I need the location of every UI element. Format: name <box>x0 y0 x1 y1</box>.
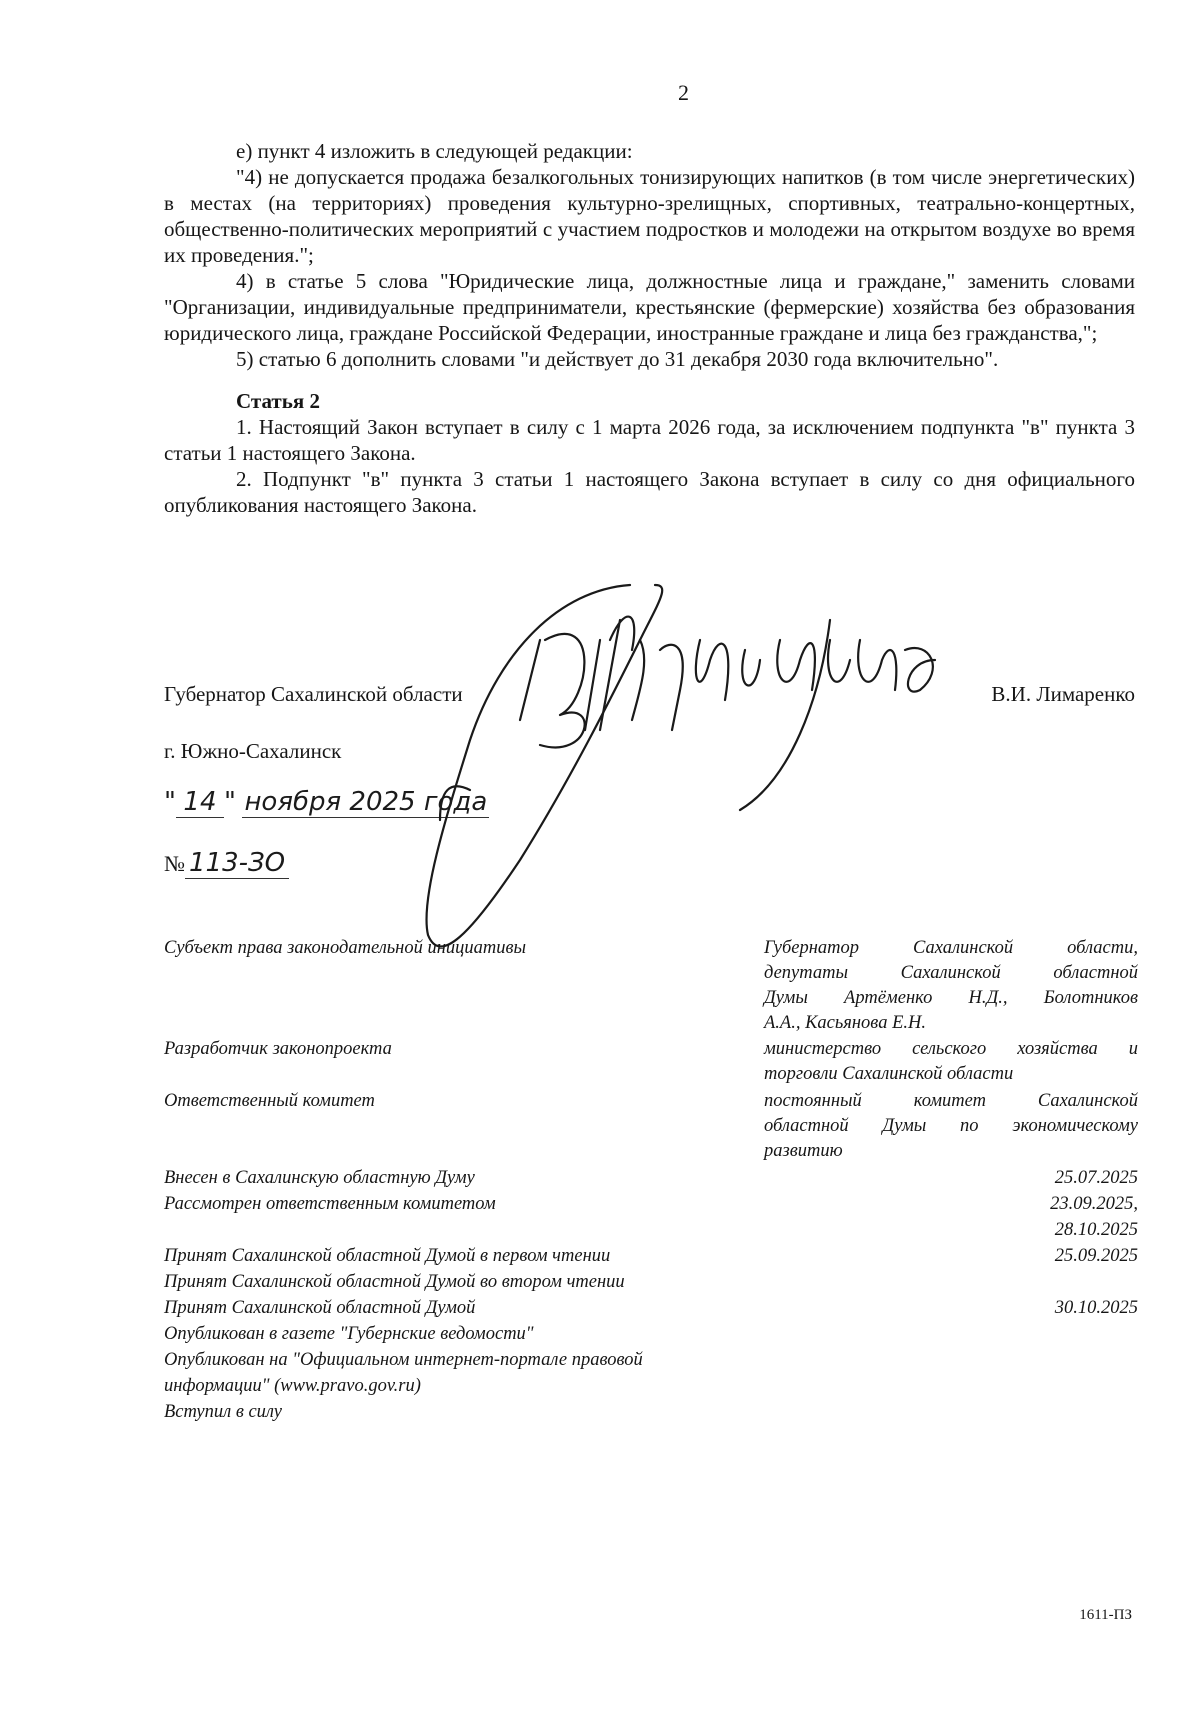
event-date: 28.10.2025 <box>1054 1220 1138 1240</box>
initiative-value-line-1: Губернатор Сахалинской области, <box>764 938 1138 958</box>
paragraph-article-2-1: 1. Настоящий Закон вступает в силу с 1 марта 2026 года, за исключением подпункта "в" пункта 3 статьи 1 настоящего Закона. <box>164 415 1135 465</box>
paragraph-item-e: е) пункт 4 изложить в следующей редакции: <box>236 139 633 163</box>
signatory-name: В.И. Лимаренко <box>991 682 1135 706</box>
event-label: Вступил в силу <box>164 1402 282 1422</box>
event-label: информации" (www.pravo.gov.ru) <box>164 1376 421 1396</box>
paragraph-article-5: 4) в статье 5 слова "Юридические лица, должностные лица и граждане," заменить словами "Организации, индивидуальные предприниматели, крестьянские (фермерские) хозяйства без образования юридического лица, граждане Российской Федерации, иностранные граждане и лица без гражданства,"; <box>164 269 1135 345</box>
event-date: 30.10.2025 <box>1054 1298 1138 1318</box>
paragraph-article-6: 5) статью 6 дополнить словами "и действует до 31 декабря 2030 года включительно". <box>236 347 999 371</box>
initiative-label: Субъект права законодательной инициативы <box>164 938 527 958</box>
committee-label: Ответственный комитет <box>164 1091 375 1111</box>
initiative-value-line-2: депутаты Сахалинской областной <box>764 963 1138 983</box>
paragraph-article-2-2: 2. Подпункт "в" пункта 3 статьи 1 настоящего Закона вступает в силу со дня официального опубликования настоящего Закона. <box>164 467 1135 517</box>
date-day: 14 <box>176 787 224 818</box>
event-label: Рассмотрен ответственным комитетом <box>164 1194 496 1214</box>
signatory-position: Губернатор Сахалинской области <box>164 682 463 706</box>
event-label: Опубликован на "Официальном интернет-портале правовой <box>164 1350 643 1370</box>
developer-value-line-1: министерство сельского хозяйства и <box>764 1039 1138 1059</box>
committee-value-line-3: развитию <box>764 1141 843 1161</box>
paragraph-point-4-text: "4) не допускается продажа безалкогольных тонизирующих напитков (в том числе энергетических) в местах (на территориях) проведения культурно-зрелищных, спортивных, театрально-концертных, общественно-политических мероприятий с участием подростков и молодежи на открытом воздухе во время их проведения."; <box>164 165 1135 267</box>
footer-code: 1611-ПЗ <box>1079 1607 1132 1623</box>
event-date: 23.09.2025, <box>1050 1194 1138 1214</box>
committee-value-line-1: постоянный комитет Сахалинской <box>764 1091 1138 1111</box>
committee-value-line-2: областной Думы по экономическому <box>764 1116 1138 1136</box>
event-label: Принят Сахалинской областной Думой во втором чтении <box>164 1272 625 1292</box>
date-quote-close: " <box>223 787 236 817</box>
article-2-heading: Статья 2 <box>236 389 320 413</box>
event-label: Внесен в Сахалинскую областную Думу <box>164 1168 475 1188</box>
initiative-value-line-3: Думы Артёменко Н.Д., Болотников <box>764 988 1138 1008</box>
city: г. Южно-Сахалинск <box>164 739 342 763</box>
date-quote-open: " <box>164 787 176 817</box>
developer-value-line-2: торговли Сахалинской области <box>764 1064 1014 1084</box>
event-label: Принят Сахалинской областной Думой в первом чтении <box>164 1246 611 1266</box>
number-sign: № <box>164 851 185 876</box>
event-date: 25.07.2025 <box>1054 1168 1138 1188</box>
initiative-value-line-4: А.А., Касьянова Е.Н. <box>764 1013 926 1033</box>
developer-label: Разработчик законопроекта <box>164 1039 392 1059</box>
law-number-value: 113-ЗО <box>185 848 289 879</box>
event-date: 25.09.2025 <box>1054 1246 1138 1266</box>
date-month-year: ноября 2025 года <box>244 787 488 817</box>
page-number: 2 <box>678 80 689 105</box>
event-label: Опубликован в газете "Губернские ведомости" <box>164 1324 534 1344</box>
event-label: Принят Сахалинской областной Думой <box>164 1298 476 1318</box>
